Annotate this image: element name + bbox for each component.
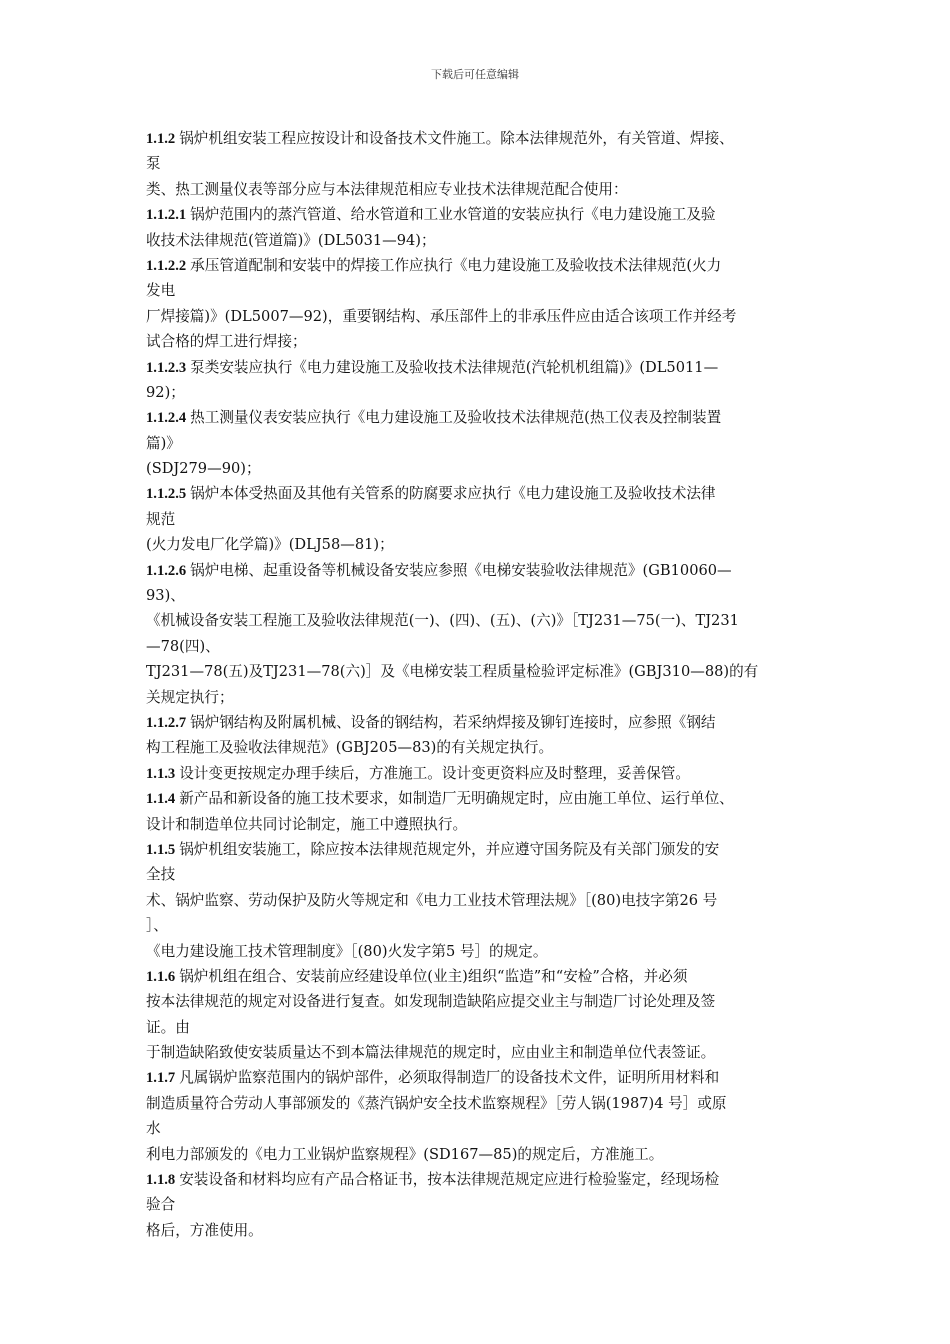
clause-number: 1.1.2.3 bbox=[146, 359, 187, 376]
text-line bbox=[146, 710, 818, 735]
text-line bbox=[146, 380, 818, 405]
clause-text: 验合 bbox=[146, 1196, 176, 1214]
text-line bbox=[146, 761, 818, 786]
text-line bbox=[146, 177, 818, 202]
text-line bbox=[146, 1091, 818, 1116]
text-line bbox=[146, 735, 818, 760]
text-line bbox=[146, 634, 818, 659]
text-line bbox=[146, 126, 818, 151]
text-line bbox=[146, 888, 818, 913]
text-line bbox=[146, 405, 818, 430]
text-line bbox=[146, 608, 818, 633]
text-line bbox=[146, 862, 818, 887]
clause-text: 热工测量仪表安装应执行《电力建设施工及验收技术法律规范(热工仪表及控制装置 bbox=[190, 409, 722, 427]
text-line bbox=[146, 989, 818, 1014]
text-line bbox=[146, 431, 818, 456]
clause-text: —78(四)、 bbox=[146, 637, 220, 655]
clause-text: 安装设备和材料均应有产品合格证书，按本法律规范规定应进行检验鉴定，经现场检 bbox=[179, 1171, 720, 1189]
text-line bbox=[146, 1116, 818, 1141]
clause-text: 证。由 bbox=[146, 1018, 190, 1036]
clause-text: 凡属锅炉监察范围内的锅炉部件，必须取得制造厂的设备技术文件，证明所用材料和 bbox=[179, 1069, 720, 1087]
page-header: 下载后可任意编辑 bbox=[431, 68, 519, 81]
text-line bbox=[146, 1040, 818, 1065]
clause-text: 《机械设备安装工程施工及验收法律规范(一)、(四)、(五)、(六)》［TJ231—75(一)、TJ231 bbox=[146, 612, 739, 630]
clause-text: 关规定执行； bbox=[146, 688, 234, 706]
clause-text: 92)； bbox=[146, 383, 185, 401]
clause-text: 术、锅炉监察、劳动保护及防火等规定和《电力工业技术管理法规》［(80)电技字第26 号 bbox=[146, 891, 718, 909]
text-line bbox=[146, 481, 818, 506]
clause-text: 泵 bbox=[146, 155, 161, 173]
text-line bbox=[146, 532, 818, 557]
text-line bbox=[146, 685, 818, 710]
text-line bbox=[146, 1218, 818, 1243]
clause-text: 于制造缺陷致使安装质量达不到本篇法律规范的规定时，应由业主和制造单位代表签证。 bbox=[146, 1044, 716, 1062]
text-line bbox=[146, 355, 818, 380]
text-line bbox=[146, 202, 818, 227]
text-line bbox=[146, 151, 818, 176]
clause-text: 发电 bbox=[146, 282, 176, 300]
clause-text: 锅炉机组在组合、安装前应经建设单位(业主)组织“监造”和“安检”合格，并必须 bbox=[179, 967, 688, 985]
clause-text: 利电力部颁发的《电力工业锅炉监察规程》(SD167—85)的规定后，方准施工。 bbox=[146, 1145, 664, 1163]
clause-number: 1.1.2.2 bbox=[146, 257, 187, 274]
clause-number: 1.1.4 bbox=[146, 791, 176, 808]
text-line bbox=[146, 1065, 818, 1090]
clause-text: 锅炉钢结构及附属机械、设备的钢结构，若采纳焊接及铆钉连接时，应参照《钢结 bbox=[190, 713, 716, 731]
text-line bbox=[146, 1142, 818, 1167]
clause-text: 锅炉本体受热面及其他有关管系的防腐要求应执行《电力建设施工及验收技术法律 bbox=[190, 485, 716, 503]
clause-text: 篇)》 bbox=[146, 434, 181, 452]
clause-text: 类、热工测量仪表等部分应与本法律规范相应专业技术法律规范配合使用： bbox=[146, 180, 628, 198]
text-line bbox=[146, 939, 818, 964]
clause-text: 格后，方准使用。 bbox=[146, 1221, 263, 1239]
clause-number: 1.1.3 bbox=[146, 765, 176, 782]
text-line bbox=[146, 583, 818, 608]
clause-text: 《电力建设施工技术管理制度》［(80)火发字第5 号］的规定。 bbox=[146, 942, 548, 960]
text-line bbox=[146, 837, 818, 862]
clause-text: 构工程施工及验收法律规范》(GBJ205—83)的有关规定执行。 bbox=[146, 739, 554, 757]
clause-number: 1.1.2.6 bbox=[146, 562, 187, 579]
clause-text: 水 bbox=[146, 1120, 161, 1138]
text-line bbox=[146, 964, 818, 989]
clause-text: 锅炉范围内的蒸汽管道、给水管道和工业水管道的安装应执行《电力建设施工及验 bbox=[190, 206, 716, 224]
text-line bbox=[146, 812, 818, 837]
clause-text: 试合格的焊工进行焊接； bbox=[146, 333, 307, 351]
clause-text: 全技 bbox=[146, 866, 176, 884]
clause-number: 1.1.2.1 bbox=[146, 207, 187, 224]
clause-text: TJ231—78(五)及TJ231—78(六)］及《电梯安装工程质量检验评定标准》(GBJ310—88)的有 bbox=[146, 663, 759, 681]
clause-text: (火力发电厂化学篇)》(DLJ58—81)； bbox=[146, 536, 394, 554]
clause-number: 1.1.2.5 bbox=[146, 486, 187, 503]
clause-number: 1.1.8 bbox=[146, 1172, 176, 1189]
text-line bbox=[146, 659, 818, 684]
clause-text: 规范 bbox=[146, 510, 176, 528]
clause-text: 锅炉电梯、起重设备等机械设备安装应参照《电梯安装验收法律规范》(GB10060— bbox=[190, 561, 732, 579]
text-line bbox=[146, 278, 818, 303]
clause-number: 1.1.6 bbox=[146, 968, 176, 985]
text-line bbox=[146, 456, 818, 481]
text-line bbox=[146, 1167, 818, 1192]
clause-text: 93)、 bbox=[146, 587, 185, 605]
text-line bbox=[146, 1015, 818, 1040]
clause-text: 承压管道配制和安装中的焊接工作应执行《电力建设施工及验收技术法律规范(火力 bbox=[190, 256, 722, 274]
text-line bbox=[146, 329, 818, 354]
clause-text: ］、 bbox=[146, 917, 168, 935]
clause-text: 按本法律规范的规定对设备进行复查。如发现制造缺陷应提交业主与制造厂讨论处理及签 bbox=[146, 993, 716, 1011]
clause-text: 收技术法律规范(管道篇)》(DL5031—94)； bbox=[146, 231, 436, 249]
document-body bbox=[146, 126, 818, 1243]
text-line bbox=[146, 913, 818, 938]
clause-text: 厂焊接篇)》(DL5007—92)，重要钢结构、承压部件上的非承压件应由适合该项工作并经考 bbox=[146, 307, 737, 325]
clause-text: 设计变更按规定办理手续后，方准施工。设计变更资料应及时整理，妥善保管。 bbox=[179, 764, 690, 782]
clause-number: 1.1.2.7 bbox=[146, 714, 187, 731]
text-line bbox=[146, 304, 818, 329]
clause-number: 1.1.2 bbox=[146, 131, 176, 147]
text-line bbox=[146, 228, 818, 253]
text-line bbox=[146, 1192, 818, 1217]
clause-number: 1.1.5 bbox=[146, 841, 176, 858]
clause-number: 1.1.2.4 bbox=[146, 410, 187, 427]
text-line bbox=[146, 253, 818, 278]
text-line bbox=[146, 558, 818, 583]
clause-text: 制造质量符合劳动人事部颁发的《蒸汽锅炉安全技术监察规程》［劳人锅(1987)4 号］或原 bbox=[146, 1094, 727, 1112]
clause-text: 新产品和新设备的施工技术要求，如制造厂无明确规定时，应由施工单位、运行单位、 bbox=[179, 790, 734, 808]
clause-text: (SDJ279—90)； bbox=[146, 460, 261, 478]
clause-number: 1.1.7 bbox=[146, 1070, 176, 1087]
text-line bbox=[146, 507, 818, 532]
text-line bbox=[146, 786, 818, 811]
clause-text: 锅炉机组安装施工，除应按本法律规范规定外，并应遵守国务院及有关部门颁发的安 bbox=[179, 840, 720, 858]
clause-text: 泵类安装应执行《电力建设施工及验收技术法律规范(汽轮机机组篇)》(DL5011— bbox=[190, 358, 719, 376]
clause-text: 锅炉机组安装工程应按设计和设备技术文件施工。除本法律规范外，有关管道、焊接、 bbox=[179, 130, 734, 147]
clause-text: 设计和制造单位共同讨论制定，施工中遵照执行。 bbox=[146, 815, 468, 833]
